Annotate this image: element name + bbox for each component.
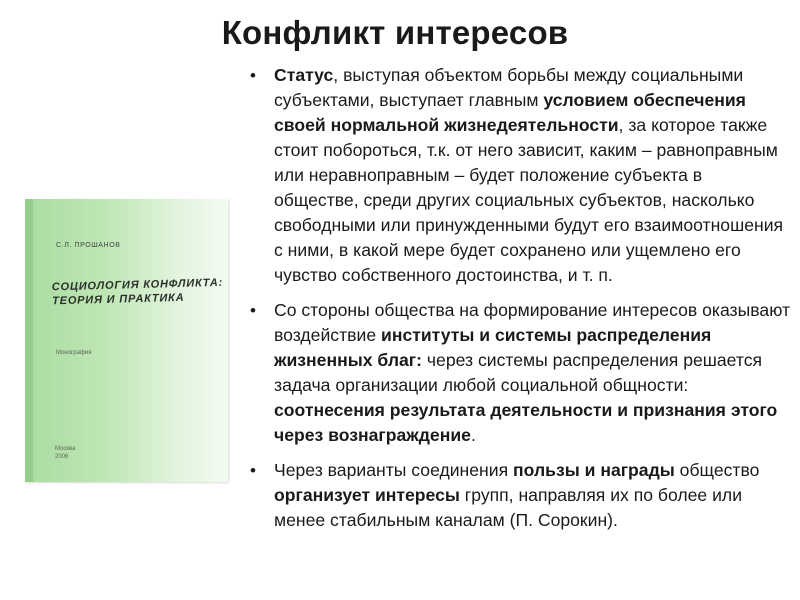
bullet-text: групп, направляя их по более или менее стабильным каналам (П. Сорокин). bbox=[274, 485, 743, 530]
slide-title: Конфликт интересов bbox=[221, 14, 569, 51]
book-cover-image bbox=[25, 199, 228, 482]
bullet-item bbox=[246, 63, 791, 288]
bullet-list bbox=[246, 63, 791, 543]
book-spine-strip bbox=[25, 199, 33, 482]
bullet-text: , выступая объектом борьбы между социальными субъектами, выступает главным bbox=[274, 65, 744, 110]
book-title-line: ТЕОРИЯ И ПРАКТИКА bbox=[52, 291, 185, 308]
book-city: Москва bbox=[55, 446, 76, 452]
bullet-emphasis: пользы и награды bbox=[513, 460, 675, 480]
bullet-marker: • bbox=[250, 66, 256, 85]
bullet-text: . bbox=[470, 425, 476, 445]
book-year: 2006 bbox=[55, 454, 69, 460]
bullet-emphasis: институты и системы распределения жизненных благ: bbox=[274, 325, 712, 370]
bullet-emphasis: Статус bbox=[274, 65, 334, 85]
book-publication bbox=[55, 445, 75, 461]
bullet-text: через системы распределения решается задача организации любой социальной общности: bbox=[274, 350, 763, 395]
book-author: С.Л. ПРОШАНОВ bbox=[56, 242, 121, 249]
book-kind: Монография bbox=[56, 350, 92, 356]
book-title bbox=[52, 276, 228, 309]
bullet-marker: • bbox=[250, 301, 256, 320]
book-title-line: СОЦИОЛОГИЯ КОНФЛИКТА: bbox=[51, 276, 224, 294]
bullet-text: Через варианты соединения bbox=[274, 460, 514, 480]
bullet-text: , за которое также стоит побороться, т.к. от него зависит, каким – равноправным или неравноправным – будет положение субъекта в обществе, среди других социальных субъектов, насколько свободными или принужденными будут его взаимоотношения с ними, в какой мере будет сохранено или ущемлено его чувство собственного достоинства, и т. п. bbox=[274, 115, 784, 285]
bullet-marker: • bbox=[250, 461, 256, 480]
bullet-emphasis: соотнесения результата деятельности и признания этого через вознаграждение bbox=[274, 400, 778, 445]
bullet-text: Со стороны общества на формирование интересов оказывают воздействие bbox=[274, 300, 791, 345]
bullet-item bbox=[246, 458, 791, 533]
bullet-text: общество bbox=[674, 460, 760, 480]
bullet-emphasis: организует интересы bbox=[274, 485, 460, 505]
bullet-emphasis: условием обеспечения своей нормальной жизнедеятельности bbox=[274, 90, 746, 135]
bullet-item bbox=[246, 298, 791, 448]
